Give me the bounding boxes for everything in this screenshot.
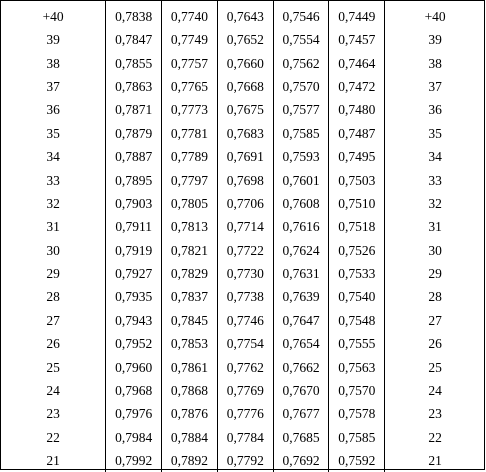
value-cell: 0,7449 [329,1,385,28]
value-cell: 0,7746 [217,309,273,332]
row-label-left: 22 [1,426,106,449]
value-cell: 0,7789 [162,145,218,168]
value-cell: 0,7593 [273,145,329,168]
row-label-left: +40 [1,1,106,28]
row-label-left: 29 [1,262,106,285]
row-label-right: 31 [428,219,442,235]
value-cell: 0,7730 [217,262,273,285]
value-cell: 0,7895 [106,168,162,191]
value-cell: 0,7911 [106,215,162,238]
value-cell: 0,7845 [162,309,218,332]
table-row [1,215,485,238]
row-label-right: 28 [428,289,442,305]
value-cell: 0,7773 [162,98,218,121]
value-cell: 0,7868 [162,379,218,402]
value-cell: 0,7631 [273,262,329,285]
value-cell: 0,7472 [329,75,385,98]
value-cell: 0,7540 [329,285,385,308]
value-cell: 0,7863 [106,75,162,98]
table-row [1,262,485,285]
row-label-right: 30 [428,242,442,258]
value-cell: 0,7639 [273,285,329,308]
value-cell: 0,7776 [217,402,273,425]
row-label-right: 36 [428,102,442,118]
value-cell: 0,7624 [273,239,329,262]
value-cell: 0,7821 [162,239,218,262]
value-cell: 0,7722 [217,239,273,262]
value-cell: 0,7892 [162,449,218,472]
table-row [1,1,485,28]
row-label-left: 34 [1,145,106,168]
row-label-right: 35 [428,125,442,141]
value-cell: 0,7855 [106,51,162,74]
value-cell: 0,7662 [273,355,329,378]
value-cell: 0,7495 [329,145,385,168]
value-cell: 0,7578 [329,402,385,425]
row-label-left: 38 [1,51,106,74]
value-cell: 0,7608 [273,192,329,215]
value-cell: 0,7562 [273,51,329,74]
value-cell: 0,7563 [329,355,385,378]
value-cell: 0,7480 [329,98,385,121]
table-row [1,309,485,332]
value-cell: 0,7643 [217,1,273,28]
value-cell: 0,7601 [273,168,329,191]
row-label-right: 33 [428,172,442,188]
value-cell: 0,7884 [162,426,218,449]
value-cell: 0,7548 [329,309,385,332]
value-cell: 0,7968 [106,379,162,402]
row-label-left: 37 [1,75,106,98]
value-cell: 0,7616 [273,215,329,238]
row-label-right: 23 [428,406,442,422]
row-label-right: 22 [428,429,442,445]
value-cell: 0,7592 [329,449,385,472]
value-cell: 0,7781 [162,122,218,145]
value-cell: 0,7554 [273,28,329,51]
value-cell: 0,7660 [217,51,273,74]
table-row [1,192,485,215]
value-cell: 0,7503 [329,168,385,191]
value-cell: 0,7706 [217,192,273,215]
value-cell: 0,7555 [329,332,385,355]
row-label-left: 28 [1,285,106,308]
value-cell: 0,7698 [217,168,273,191]
value-cell: 0,7683 [217,122,273,145]
value-cell: 0,7526 [329,239,385,262]
value-cell: 0,7738 [217,285,273,308]
value-cell: 0,7765 [162,75,218,98]
value-cell: 0,7903 [106,192,162,215]
row-label-right: 39 [428,32,442,48]
value-cell: 0,7992 [106,449,162,472]
value-cell: 0,7847 [106,28,162,51]
value-cell: 0,7652 [217,28,273,51]
value-cell: 0,7792 [217,449,273,472]
value-cell: 0,7464 [329,51,385,74]
value-cell: 0,7692 [273,449,329,472]
value-cell: 0,7754 [217,332,273,355]
value-cell: 0,7935 [106,285,162,308]
value-cell: 0,7668 [217,75,273,98]
row-label-right: +40 [424,9,446,24]
row-label-right: 29 [428,266,442,282]
value-cell: 0,7943 [106,309,162,332]
value-cell: 0,7838 [106,1,162,28]
value-cell: 0,7861 [162,355,218,378]
value-cell: 0,7879 [106,122,162,145]
table-row [1,379,485,402]
table-row [1,145,485,168]
value-cell: 0,7585 [329,426,385,449]
value-cell: 0,7740 [162,1,218,28]
value-cell: 0,7976 [106,402,162,425]
row-label-left: 39 [1,28,106,51]
value-cell: 0,7677 [273,402,329,425]
value-cell: 0,7784 [217,426,273,449]
value-cell: 0,7919 [106,239,162,262]
value-cell: 0,7457 [329,28,385,51]
row-label-left: 30 [1,239,106,262]
table-row [1,51,485,74]
table-row [1,426,485,449]
value-cell: 0,7647 [273,309,329,332]
value-cell: 0,7685 [273,426,329,449]
table-row [1,28,485,51]
value-cell: 0,7952 [106,332,162,355]
value-cell: 0,7829 [162,262,218,285]
value-cell: 0,7757 [162,51,218,74]
value-cell: 0,7675 [217,98,273,121]
value-cell: 0,7762 [217,355,273,378]
row-label-left: 21 [1,449,106,472]
value-cell: 0,7871 [106,98,162,121]
value-cell: 0,7876 [162,402,218,425]
row-label-left: 25 [1,355,106,378]
row-label-left: 36 [1,98,106,121]
table-row [1,98,485,121]
row-label-right: 27 [428,312,442,328]
value-cell: 0,7813 [162,215,218,238]
row-label-right: 26 [428,336,442,352]
row-label-right: 24 [428,383,442,399]
table-row [1,449,485,472]
value-cell: 0,7749 [162,28,218,51]
row-label-left: 24 [1,379,106,402]
value-cell: 0,7984 [106,426,162,449]
value-cell: 0,7510 [329,192,385,215]
value-cell: 0,7546 [273,1,329,28]
value-cell: 0,7853 [162,332,218,355]
row-label-right: 37 [428,78,442,94]
value-cell: 0,7837 [162,285,218,308]
row-label-left: 26 [1,332,106,355]
table-body [1,1,485,472]
value-cell: 0,7487 [329,122,385,145]
table-row [1,285,485,308]
table-row [1,355,485,378]
value-cell: 0,7960 [106,355,162,378]
value-cell: 0,7533 [329,262,385,285]
row-label-left: 27 [1,309,106,332]
table-row [1,239,485,262]
value-cell: 0,7570 [329,379,385,402]
row-label-right: 34 [428,149,442,165]
value-cell: 0,7797 [162,168,218,191]
table-row [1,75,485,98]
row-label-right: 21 [428,453,442,469]
value-cell: 0,7670 [273,379,329,402]
value-cell: 0,7887 [106,145,162,168]
row-label-left: 32 [1,192,106,215]
value-cell: 0,7585 [273,122,329,145]
row-label-left: 33 [1,168,106,191]
row-label-right: 32 [428,195,442,211]
row-label-right: 38 [428,55,442,71]
table-row [1,332,485,355]
row-label-left: 35 [1,122,106,145]
data-table [1,1,485,472]
value-cell: 0,7654 [273,332,329,355]
value-cell: 0,7518 [329,215,385,238]
value-cell: 0,7927 [106,262,162,285]
row-label-left: 23 [1,402,106,425]
row-label-right: 25 [428,359,442,375]
value-cell: 0,7805 [162,192,218,215]
value-cell: 0,7577 [273,98,329,121]
value-cell: 0,7769 [217,379,273,402]
table-row [1,402,485,425]
value-cell: 0,7714 [217,215,273,238]
table-row [1,122,485,145]
row-label-left: 31 [1,215,106,238]
value-cell: 0,7691 [217,145,273,168]
table-row [1,168,485,191]
value-cell: 0,7570 [273,75,329,98]
